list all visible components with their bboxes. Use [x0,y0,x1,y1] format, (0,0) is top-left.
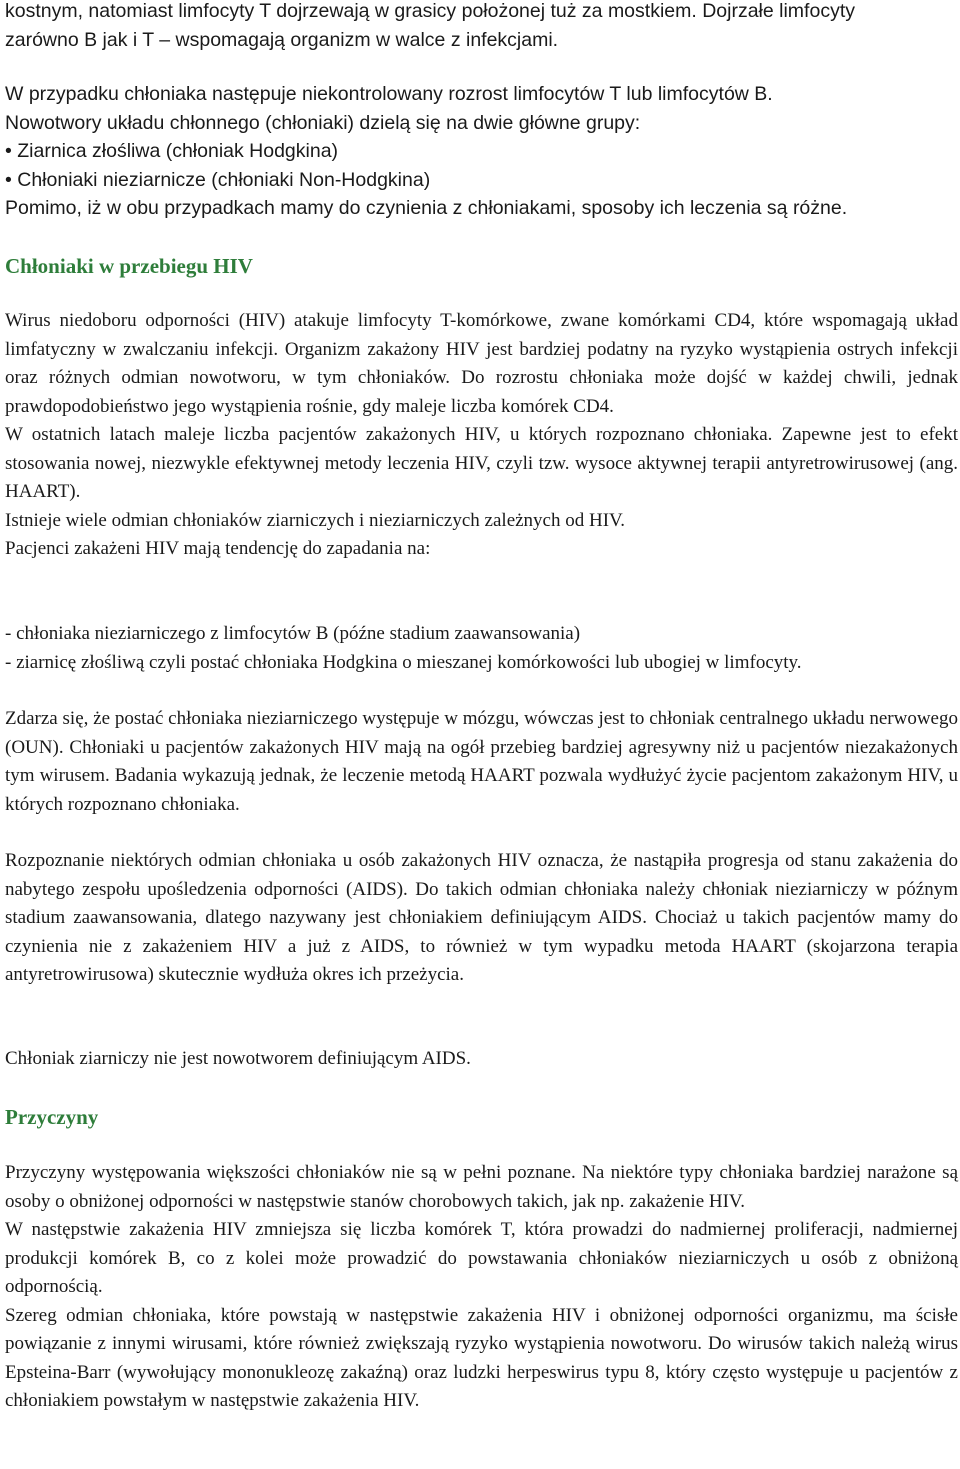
dash-list-item: - ziarnicę złośliwą czyli postać chłoniaka Hodgkina o mieszanej komórkowości lub ubogiej w limfocyty. [5,651,802,673]
paragraph: W następstwie zakażenia HIV zmniejsza się liczba komórek T, która prowadzi do nadmiernej proliferacji, nadmiernej produkcji komórek B, co z kolei może prowadzić do powstawania chłoniaków nieziarniczych u osób z obniżoną odpornością. [5,1219,958,1297]
paragraph: Przyczyny występowania większości chłoniaków nie są w pełni poznane. Na niektóre typy chłoniaka bardziej narażone są osoby o obniżonej odporności w następstwie stanów chorobowych takich, jak np. zakażenie HIV. [5,1162,958,1212]
paragraph: Pacjenci zakażeni HIV mają tendencję do zapadania na: [5,538,431,559]
paragraph: Chłoniak ziarniczy nie jest nowotworem definiującym AIDS. [5,1048,471,1069]
paragraph: Rozpoznanie niektórych odmian chłoniaka u osób zakażonych HIV oznacza, że nastąpiła progresja od stanu zakażenia do nabytego zespołu upośledzenia odporności (AIDS). Do takich odmian chłoniaka należy chłoniak nieziarniczy w późnym stadium zaawansowania, dlatego nazywany jest chłoniakiem definiującym AIDS. Chociaż u takich pacjentów mamy do czynienia nie z zakażeniem HIV a już z AIDS, to również w tym wypadku metoda HAART (skojarzona terapia antyretrowirusowa) skutecznie wydłuża okres ich przeżycia. [5,850,958,985]
hiv-section-body [5,307,958,564]
intro-line: kostnym, natomiast limfocyty T dojrzewają w grasicy położonej tuż za mostkiem. Dojrzałe limfocyty [5,0,855,22]
intro-line: zarówno B jak i T – wspomagają organizm w walce z infekcjami. [5,28,559,51]
bullet-item: • Ziarnica złośliwa (chłoniak Hodgkina) [5,140,339,162]
bullet-item: • Chłoniaki nieziarnicze (chłoniaki Non-Hodgkina) [5,168,431,191]
paragraph: Szereg odmian chłoniaka, które powstają w następstwie zakażenia HIV i obniżonej odporności organizmu, ma ścisłe powiązanie z innymi wirusami, które również zwiększają ryzyko wystąpienia nowotworu. Do wirusów takich należą wirus Epsteina-Barr (wywołujący mononukleozę zakaźną) oraz ludzki herpeswirus typu 8, który często występuje u pacjentów z chłoniakiem powstałym w następstwie zakażenia HIV. [5,1304,958,1411]
dash-list-item: - chłoniaka nieziarniczego z limfocytów B (późne stadium zaawansowania) [5,623,581,644]
causes-section-body [5,1159,958,1416]
hiv-dash-list [5,620,958,677]
section-heading-causes: Przyczyny [5,1105,99,1129]
section-heading-hiv: Chłoniaki w przebiegu HIV [5,254,253,278]
intro-line: Nowotwory układu chłonnego (chłoniaki) dzielą się na dwie główne grupy: [5,111,641,134]
intro-paragraph [5,0,958,54]
intro-line: Pomimo, iż w obu przypadkach mamy do czynienia z chłoniakami, sposoby ich leczenia są różne. [5,197,848,219]
paragraph: Wirus niedoboru odporności (HIV) atakuje limfocyty T-komórkowe, zwane komórkami CD4, które wspomagają układ limfatyczny w zwalczaniu infekcji. Organizm zakażony HIV jest bardziej podatny na ryzyko wystąpienia ostrych infekcji oraz różnych odmian nowotworu, w tym chłoniaków. Do rozrostu chłoniaka może dojść w każdej chwili, jednak prawdopodobieństwo jego wystąpienia rośnie, gdy maleje liczba komórek CD4. [5,310,958,417]
intro-line: W przypadku chłoniaka następuje niekontrolowany rozrost limfocytów T lub limfocytów B. [5,83,773,105]
lymphoma-groups-block [5,80,958,223]
paragraph: Zdarza się, że postać chłoniaka nieziarniczego występuje w mózgu, wówczas jest to chłoniak centralnego układu nerwowego (OUN). Chłoniaki u pacjentów zakażonych HIV mają na ogół przebieg bardziej agresywny niż u pacjentów niezakażonych tym wirusem. Badania wykazują jednak, że leczenie metodą HAART pozwala wydłużyć życie pacjentom zakażonym HIV, u których rozpoznano chłoniaka. [5,708,958,815]
paragraph: W ostatnich latach maleje liczba pacjentów zakażonych HIV, u których rozpoznano chłoniaka. Zapewne jest to efekt stosowania nowej, niezwykle efektywnej metody leczenia HIV, czyli tzw. wysoce aktywnej terapii antyretrowirusowej (ang. HAART). [5,424,958,502]
paragraph: Istnieje wiele odmian chłoniaków ziarniczych i nieziarniczych zależnych od HIV. [5,509,626,531]
